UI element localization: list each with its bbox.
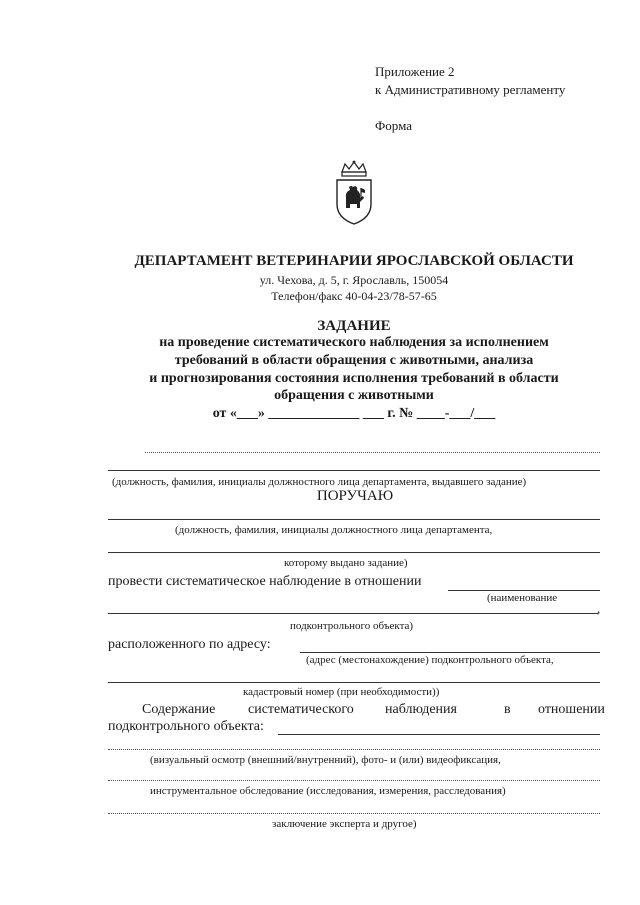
hint-address-2: кадастровый номер (при необходимости)) xyxy=(243,686,440,698)
appendix-number: Приложение 2 xyxy=(375,64,455,79)
instruct-word: ПОРУЧАЮ xyxy=(316,488,394,504)
content-field-line-2 xyxy=(108,749,600,750)
content-word-4: в xyxy=(504,702,511,717)
content-word-1: Содержание xyxy=(142,702,216,717)
address-field-line-2 xyxy=(108,682,600,683)
hint-assignee-1: (должность, фамилия, инициалы должностного лица департамента, xyxy=(175,524,493,536)
content-word-3: наблюдения xyxy=(385,702,457,717)
content-word-2: систематического xyxy=(248,702,354,717)
content-word-5: отношении xyxy=(538,702,605,717)
hint-address-1: (адрес (местонахождение) подконтрольного объекта, xyxy=(306,654,554,666)
appendix-reference: к Административному регламенту xyxy=(375,82,566,97)
document-title: ЗАДАНИЕ xyxy=(317,318,391,334)
address-field xyxy=(300,652,600,653)
hint-name-2: подконтрольного объекта) xyxy=(290,620,414,632)
comma: , xyxy=(597,601,601,616)
content-field xyxy=(278,734,600,735)
title-line-1: на проведение систематического наблюдения за исполнением xyxy=(159,335,549,350)
official-field-line-1 xyxy=(145,452,600,453)
department-name: ДЕПАРТАМЕНТ ВЕТЕРИНАРИИ ЯРОСЛАВСКОЙ ОБЛАСТИ xyxy=(134,253,574,269)
content-line-2: подконтрольного объекта: xyxy=(108,719,264,734)
content-field-line-3 xyxy=(108,780,600,781)
content-field-line-4 xyxy=(108,813,600,814)
hint-content-2: инструментальное обследование (исследования, измерения, расследования) xyxy=(150,785,506,797)
assignee-field-line-2 xyxy=(108,552,600,553)
department-phone: Телефон/факс 40-04-23/78-57-65 xyxy=(271,289,437,303)
title-line-2: требований в области обращения с животными, анализа xyxy=(174,353,534,368)
title-line-3: и прогнозирования состояния исполнения требований в области xyxy=(149,371,559,386)
located-at-label: расположенного по адресу: xyxy=(108,637,271,652)
form-label: Форма xyxy=(375,118,412,133)
conduct-observation-label: провести систематическое наблюдение в отношении xyxy=(108,574,422,589)
date-number-line: от «___» _____________ ___ г. № ____-___/___ xyxy=(212,406,496,421)
hint-content-1: (визуальный осмотр (внешний/внутренний), фото- и (или) видеофиксация, xyxy=(150,754,501,766)
title-line-4: обращения с животными xyxy=(274,388,434,403)
hint-assignee-2: которому выдано задание) xyxy=(284,557,408,569)
assignee-field-line-1 xyxy=(108,519,600,520)
yaroslavl-coat-of-arms-icon xyxy=(333,160,375,226)
department-address: ул. Чехова, д. 5, г. Ярославль, 150054 xyxy=(259,273,449,287)
object-name-field-line-2 xyxy=(108,613,598,614)
hint-name-1: (наименование xyxy=(487,592,558,604)
hint-issuing-official: (должность, фамилия, инициалы должностного лица департамента, выдавшего задание) xyxy=(112,476,527,488)
hint-content-3: заключение эксперта и другое) xyxy=(272,818,417,830)
official-field-line-2 xyxy=(108,470,600,471)
object-name-field xyxy=(448,590,600,591)
